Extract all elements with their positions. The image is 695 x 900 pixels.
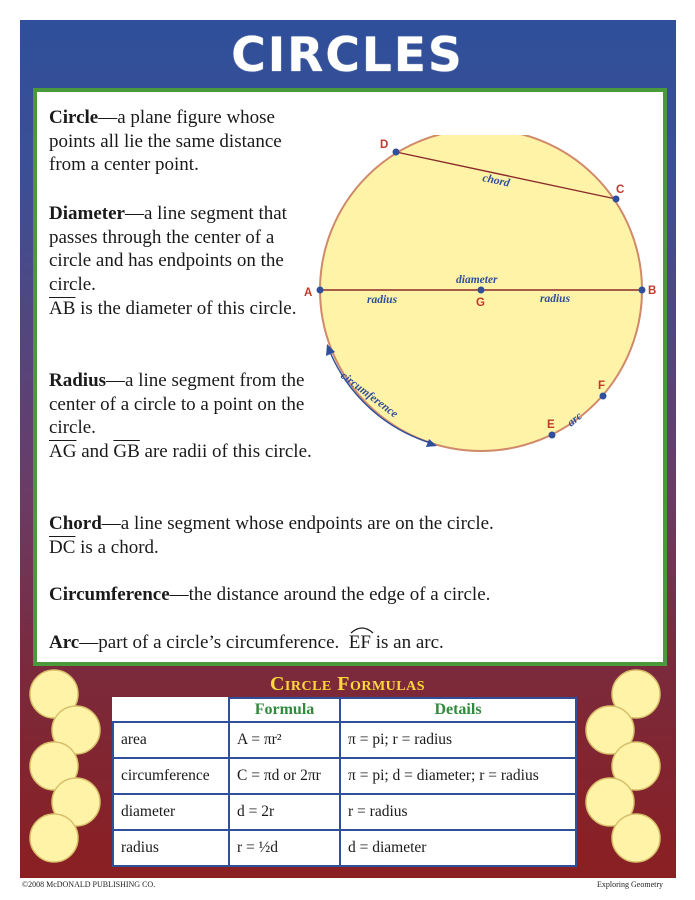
row-name: diameter — [113, 794, 229, 830]
header-formula: Formula — [229, 698, 340, 722]
point-c — [613, 196, 620, 203]
point-g — [478, 287, 485, 294]
page-title: CIRCLES — [231, 28, 464, 83]
point-a — [317, 287, 324, 294]
row-details: r = radius — [340, 794, 576, 830]
point-b — [639, 287, 646, 294]
dash: — — [106, 370, 126, 391]
row-details: d = diameter — [340, 830, 576, 866]
header-blank — [113, 698, 229, 722]
term-circle: Circle — [49, 107, 99, 128]
formulas-title: Circle Formulas — [269, 673, 426, 695]
point-f — [600, 393, 607, 400]
label-arc: arc — [565, 410, 585, 430]
definition-chord — [49, 512, 649, 559]
copyright-text: ©2008 McDONALD PUBLISHING CO. — [22, 880, 156, 889]
formulas-table — [112, 697, 577, 867]
arc-segment — [349, 631, 371, 655]
label-radius-left: radius — [367, 294, 398, 306]
point-e — [549, 432, 556, 439]
dash: — — [98, 107, 118, 128]
point-d — [393, 149, 400, 156]
definition-text: a line segment whose endpoints are on the circle. — [120, 513, 494, 534]
segment-ab: $\overline{AB}$ — [49, 297, 76, 319]
definition-circle — [49, 106, 319, 177]
table-row — [113, 794, 576, 830]
segment-ef: EF — [348, 632, 371, 653]
term-diameter: Diameter — [49, 203, 125, 224]
example-text: is a chord. — [75, 536, 159, 558]
definition-arc — [49, 631, 649, 655]
label-diameter: diameter — [456, 274, 498, 286]
label-c: C — [616, 184, 625, 196]
row-formula: d = 2r — [229, 794, 340, 830]
dash: — — [101, 513, 121, 534]
decorative-circles-right — [584, 668, 674, 868]
header-details: Details — [340, 698, 576, 722]
label-circumference: circumference — [338, 369, 400, 421]
arc-symbol-icon — [349, 626, 375, 634]
definition-text: a line segment that passes through the center of a circle and has endpoints on the circle. — [49, 203, 287, 296]
term-chord: Chord — [49, 513, 102, 534]
table-row — [113, 758, 576, 794]
definition-diameter — [49, 202, 319, 321]
row-name: area — [113, 722, 229, 758]
row-name: circumference — [113, 758, 229, 794]
row-name: radius — [113, 830, 229, 866]
row-formula: r = ½d — [229, 830, 340, 866]
label-d: D — [380, 139, 389, 151]
decorative-circles-left — [24, 668, 108, 868]
segment-gb: $\overline{GB}$ — [113, 441, 140, 463]
dash: — — [169, 584, 189, 605]
table-header-row — [113, 698, 576, 722]
row-formula: C = πd or 2πr — [229, 758, 340, 794]
segment-dc: $\overline{DC}$ — [49, 536, 76, 558]
label-f: F — [598, 380, 606, 392]
example-text: are radii of this circle. — [139, 441, 312, 463]
definition-text: a plane figure whose points all lie the same distance from a center point. — [49, 107, 282, 176]
deco-circle — [612, 814, 660, 862]
label-a: A — [304, 287, 313, 299]
label-g: G — [476, 297, 485, 309]
row-details: π = pi; r = radius — [340, 722, 576, 758]
series-title: Exploring Geometry — [597, 880, 663, 889]
segment-ag: $\overline{AG}$ — [49, 441, 77, 463]
label-b: B — [648, 285, 657, 297]
definition-text: a line segment from the center of a circle to a point on the circle. — [49, 370, 305, 439]
definition-radius — [49, 369, 319, 464]
label-e: E — [547, 419, 555, 431]
table-row — [113, 722, 576, 758]
definition-text: part of a circle’s circumference. — [98, 632, 340, 653]
definition-circumference — [49, 583, 649, 607]
dash: — — [124, 203, 144, 224]
row-details: π = pi; d = diameter; r = radius — [340, 758, 576, 794]
table-row — [113, 830, 576, 866]
row-formula: A = πr² — [229, 722, 340, 758]
example-text: is an arc. — [370, 632, 444, 653]
dash: — — [79, 632, 99, 653]
term-radius: Radius — [49, 370, 107, 391]
term-arc: Arc — [49, 632, 80, 653]
and-text: and — [76, 441, 114, 463]
deco-circle — [30, 814, 78, 862]
circle-diagram — [300, 135, 672, 465]
term-circumference: Circumference — [49, 584, 170, 605]
label-chord: chord — [481, 172, 511, 190]
example-text: is the diameter of this circle. — [75, 297, 297, 319]
label-radius-right: radius — [540, 293, 571, 305]
definition-text: the distance around the edge of a circle. — [188, 584, 491, 605]
